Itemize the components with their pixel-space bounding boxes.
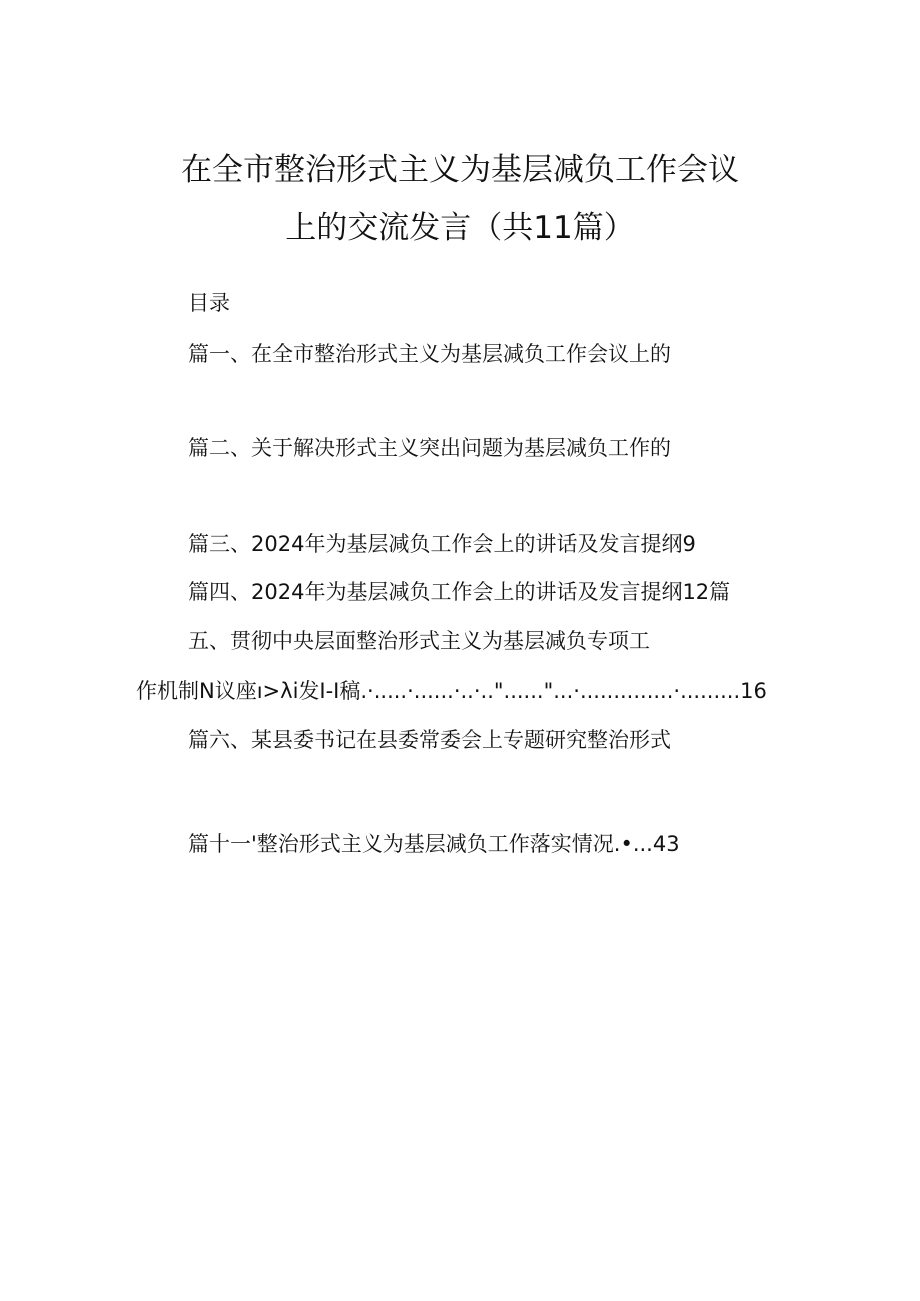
- toc-entry-11: 篇十一'整治形式主义为基层减负工作落实情况.•...43: [188, 832, 680, 856]
- toc-entry-4: 篇四、2024年为基层减负工作会上的讲话及发言提纲12篇: [188, 580, 731, 604]
- toc-entry-3: 篇三、2024年为基层减负工作会上的讲话及发言提纲9: [188, 532, 696, 556]
- toc-entry-5-line-1: 五、贯彻中央层面整治形式主义为基层减负专项工: [188, 629, 650, 653]
- document-title-line-2: 上的交流发言（共11篇）: [285, 210, 635, 246]
- toc-entry-6: 篇六、某县委书记在县委常委会上专题研究整治形式: [188, 728, 671, 752]
- document-title-line-1: 在全市整治形式主义为基层减负工作会议: [181, 152, 739, 188]
- toc-entry-5-line-2: 作机制N议座ı>λi发I-I稿.·.....·......·..·.."......"...·..............·.........16: [136, 679, 767, 703]
- toc-entry-2: 篇二、关于解决形式主义突出问题为基层减负工作的: [188, 436, 671, 460]
- toc-entry-1: 篇一、在全市整治形式主义为基层减负工作会议上的: [188, 342, 671, 366]
- toc-heading: 目录: [188, 291, 230, 315]
